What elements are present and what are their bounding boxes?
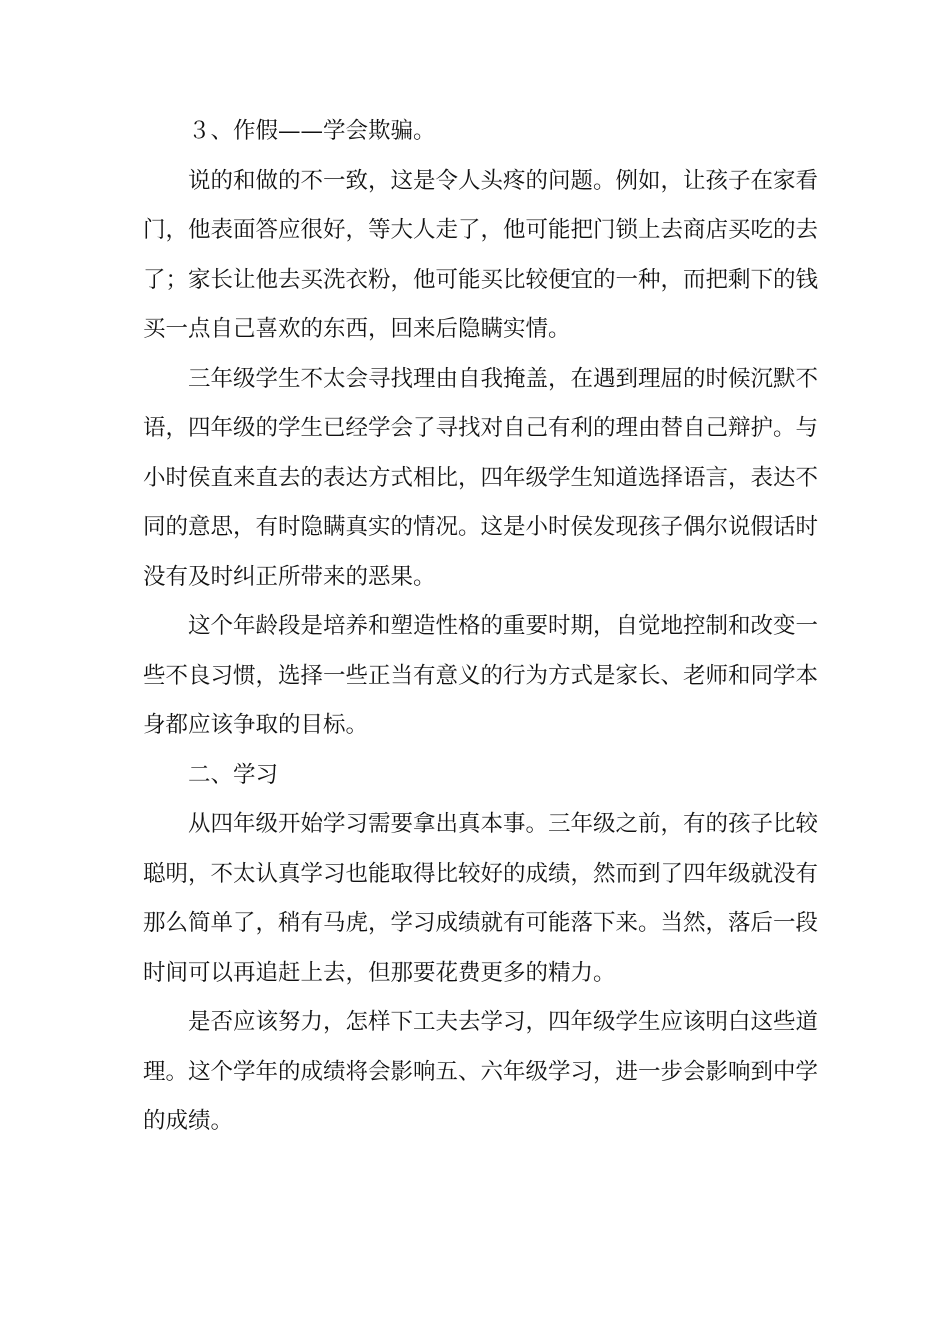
text-line: 三年级学生不太会寻找理由自我掩盖，在遇到理屈的时候沉默不 <box>188 365 819 392</box>
text-line: 这个年龄段是培养和塑造性格的重要时期，自觉地控制和改变一 <box>188 613 819 639</box>
section-heading-cheating <box>143 107 807 157</box>
paragraph-effort <box>143 998 819 1147</box>
document-body <box>143 107 819 1147</box>
text-line: 买一点自己喜欢的东西，回来后隐瞒实情。 <box>143 316 571 342</box>
text-line: 同的意思，有时隐瞒真实的情况。这是小时侯发现孩子偶尔说假话时 <box>143 514 819 540</box>
text-line: 聪明，不太认真学习也能取得比较好的成绩，然而到了四年级就没有 <box>143 860 819 887</box>
text-line: ３、作假——学会欺骗。 <box>188 118 436 144</box>
text-line: 二、学习 <box>188 761 279 788</box>
text-line: 从四年级开始学习需要拿出真本事。三年级之前，有的孩子比较 <box>188 811 819 837</box>
text-line: 些不良习惯，选择一些正当有意义的行为方式是家长、老师和同学本 <box>143 662 819 689</box>
text-line: 的成绩。 <box>143 1108 234 1134</box>
text-line: 时间可以再追赶上去，但那要花费更多的精力。 <box>143 959 616 986</box>
text-line: 说的和做的不一致，这是令人头疼的问题。例如，让孩子在家看 <box>188 167 819 194</box>
text-line: 没有及时纠正所带来的恶果。 <box>143 563 436 590</box>
text-line: 理。这个学年的成绩将会影响五、六年级学习，进一步会影响到中学 <box>143 1058 819 1085</box>
text-line: 了；家长让他去买洗衣粉，他可能买比较便宜的一种，而把剩下的钱 <box>143 266 819 293</box>
paragraph-inconsistency <box>143 157 819 355</box>
text-line: 那么简单了，稍有马虎，学习成绩就有可能落下来。当然，落后一段 <box>143 910 819 936</box>
text-line: 身都应该争取的目标。 <box>143 712 369 738</box>
text-line: 是否应该努力，怎样下工夫去学习，四年级学生应该明白这些道 <box>188 1009 819 1035</box>
paragraph-real-ability <box>143 800 819 998</box>
text-line: 门，他表面答应很好，等大人走了，他可能把门锁上去商店买吃的去 <box>143 217 819 243</box>
section-heading-study <box>143 751 807 801</box>
paragraph-character-building <box>143 602 819 751</box>
text-line: 小时侯直来直去的表达方式相比，四年级学生知道选择语言，表达不 <box>143 464 819 491</box>
paragraph-self-defense <box>143 355 819 603</box>
text-line: 语，四年级的学生已经学会了寻找对自己有利的理由替自己辩护。与 <box>143 415 819 441</box>
